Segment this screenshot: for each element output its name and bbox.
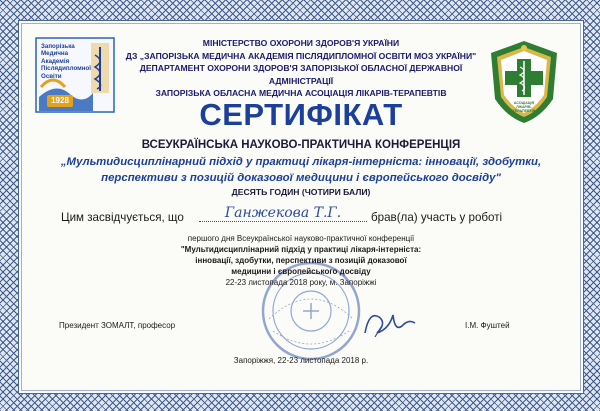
header [117,37,485,100]
details-line: 22-23 листопада 2018 року, м. Запоріжжі [225,278,377,287]
details-line: першого дня Всеукраїнської науково-практичної конференції [187,234,415,243]
conference-name [19,154,583,186]
president-name: І.М. Фуштей [465,321,510,330]
association-logo-text: АСОЦІАЦІЯ ЛІКАРІВ-ТЕРАПЕВТІВ [512,101,536,114]
logo-text-line: Медична [41,50,69,58]
logo-text-line: Академія [41,57,70,65]
handwritten-signature [359,303,419,343]
logo-text-line: Післядипломної [41,65,91,73]
conference-name-line: „Мультидисциплінарний підхід у практиці лікаря-інтерніста: інновації, здобутки, [60,156,542,168]
certify-prefix: Цим засвідчується, що [61,211,184,224]
signature-graphic [359,303,419,343]
logo-text-line: Запорізька [41,43,75,50]
conference-type: ВСЕУКРАЇНСЬКА НАУКОВО-ПРАКТИЧНА КОНФЕРЕНЦІЯ [141,139,461,151]
conference-hours: ДЕСЯТЬ ГОДИН (ЧОТИРИ БАЛИ) [231,187,371,197]
details-line: "Мультидисциплінарний підхід у практиці лікаря-інтерніста: [180,245,422,254]
association-line: ЗАПОРІЗЬКА ОБЛАСНА МЕДИЧНА АСОЦІАЦІЯ ЛІКАРІВ-ТЕРАПЕВТІВ [155,88,447,98]
academy-line: ДЗ „ЗАПОРІЗЬКА МЕДИЧНА АКАДЕМІЯ ПІСЛЯДИПЛОМНОЇ ОСВІТИ МОЗ УКРАЇНИ" [125,50,477,61]
ministry-line: МІНІСТЕРСТВО ОХОРОНИ ЗДОРОВ'Я УКРАЇНИ [202,38,400,48]
department-line: ДЕПАРТАМЕНТ ОХОРОНИ ЗДОРОВ'Я ЗАПОРІЗЬКОЇ ОБЛАСНОЇ ДЕРЖАВНОЇ АДМІНІСТРАЦІЇ [139,63,463,86]
logo-text-line: Освіти [41,72,62,80]
conference-details [19,233,583,288]
participant-name: Ганжекова Т.Г. [199,205,367,222]
certificate-title: СЕРТИФІКАТ [199,97,403,132]
details-line: інновації, здобутки, перспективи з позицій доказової [195,256,407,265]
conference-name-line: перспективи з позицій доказової медицини і європейського досвіду" [101,172,501,184]
place-and-date: Запоріжжя, 22-23 листопада 2018 р. [233,356,369,365]
details-line: медицини і європейського досвіду [231,267,371,276]
certificate-body [18,20,584,394]
certify-suffix: брав(ла) участь у роботі [371,211,503,224]
president-title: Президент ЗОМАЛТ, професор [59,321,176,330]
logo-year: 1928 [51,96,69,105]
